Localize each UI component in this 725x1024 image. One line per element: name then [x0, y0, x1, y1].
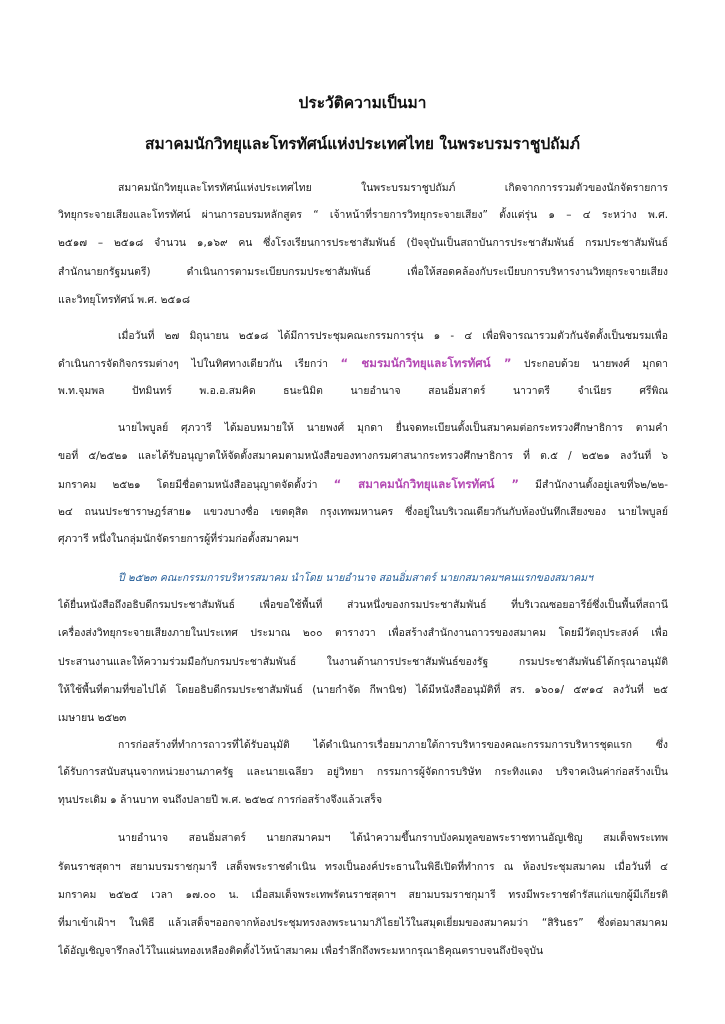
- paragraph-3-line: ๒๔ ถนนประชาราษฎร์สาย๑ แขวงบางซื่อ เขตดุสิต กรุงเทพมหานคร ซึ่งอยู่ในบริเวณเดียวกันกับห้องบันทึกเสียงของ นายไพบูลย์: [58, 506, 668, 518]
- paragraph-2-line: ดำเนินการจัดกิจกรรมต่างๆ ไปในทิศทางเดียวกัน เรียกว่า “ ชมรมนักวิทยุและโทรทัศน์ ” ประกอบด้วย นายพงศ์ มุกดา: [58, 356, 668, 370]
- paragraph-5-line: ได้รับการสนับสนุนจากหน่วยงานภาครัฐ และนายเฉลียว อยู่วิทยา กรรมการผู้จัดการบริษัท กระทิงแดง บริจาคเงินค่าก่อสร้างเป็น: [58, 766, 668, 778]
- paragraph-1-line: และวิทยุโทรทัศน์ พ.ศ. ๒๕๑๘: [58, 294, 190, 306]
- paragraph-6-line: ได้อัญเชิญจารึกลงไว้ในแผ่นทองเหลืองติดตั้งไว้หน้าสมาคม เพื่อรำลึกถึงพระมหากรุณาธิคุณตราบจนถึงปัจจุบัน: [58, 945, 544, 957]
- paragraph-1-line: ๒๕๑๗ – ๒๕๑๘ จำนวน ๑,๑๖๙ คน ซึ่งโรงเรียนการประชาสัมพันธ์ (ปัจจุบันเป็นสถาบันการประชาสัมพันธ์ กรมประชาสัมพันธ์: [58, 237, 668, 249]
- paragraph-6-line: นายอำนาจ สอนอิ่มสาตร์ นายกสมาคมฯ ได้นำความขึ้นกราบบังคมทูลขอพระราชทานอัญเชิญ สมเด็จพระเทพ: [118, 832, 668, 844]
- paragraph-1-line: วิทยุกระจายเสียงและโทรทัศน์ ผ่านการอบรมหลักสูตร “ เจ้าหน้าที่รายการวิทยุกระจายเสียง” ตั้งแต่รุ่น ๑ – ๔ ระหว่าง พ.ศ.: [58, 209, 668, 221]
- paragraph-1-line: สมาคมนักวิทยุและโทรทัศน์แห่งประเทศไทย ในพระบรมราชูปถัมภ์ เกิดจากการรวมตัวของนักจัดรายการ: [118, 182, 668, 194]
- paragraph-6-line: ที่มาเข้าเฝ้าฯ ในพิธี แล้วเสด็จฯออกจากห้องประชุมทรงลงพระนามาภิไธยไว้ในสมุดเยี่ยมของสมาคมว่า “สิรินธร” ซึ่งต่อมาสมาคม: [58, 917, 668, 929]
- page-title: ประวัติความเป็นมา: [298, 94, 427, 112]
- paragraph-3-line: ศุภวารี หนึ่งในกลุ่มนักจัดรายการผู้ที่ร่วมก่อตั้งสมาคมฯ: [58, 533, 299, 545]
- paragraph-6-line: มกราคม ๒๕๒๕ เวลา ๑๗.๐๐ น. เมื่อสมเด็จพระเทพรัตนราชสุดาฯ สยามบรมราชกุมารี ทรงมีพระราชดำรัสแก่แขกผู้มีเกียรติ: [58, 889, 668, 901]
- paragraph-5-line: ทุนประเดิม ๑ ล้านบาท จนถึงปลายปี พ.ศ. ๒๕๒๔ การก่อสร้างจึงแล้วเสร็จ: [58, 794, 383, 806]
- paragraph-6-line: รัตนราชสุดาฯ สยามบรมราชกุมารี เสด็จพระราชดำเนิน ทรงเป็นองค์ประธานในพิธีเปิดที่ทำการ ณ ห้องประชุมสมาคม เมื่อวันที่ ๔: [58, 861, 668, 873]
- paragraph-3-line: ขอที่ ๕/๒๕๒๑ และได้รับอนุญาตให้จัดตั้งสมาคมตามหนังสือของทางกรมศาสนากระทรวงศึกษาธิการ ที่ ต.๕ / ๒๕๒๑ ลงวันที่ ๖: [58, 450, 668, 462]
- paragraph-4-line: ประสานงานและให้ความร่วมมือกับกรมประชาสัมพันธ์ ในงานด้านการประชาสัมพันธ์ของรัฐ กรมประชาสัมพันธ์ได้กรุณาอนุมัติ: [58, 656, 668, 668]
- paragraph-5-line: การก่อสร้างที่ทำการถาวรที่ได้รับอนุมัติ ได้ดำเนินการเรื่อยมาภายใต้การบริหารของคณะกรรมการบริหารชุดแรก ซึ่ง: [118, 739, 668, 751]
- paragraph-3-line: นายไพบูลย์ ศุภวารี ได้มอบหมายให้ นายพงศ์ มุกดา ยื่นจดทะเบียนตั้งเป็นสมาคมต่อกระทรวงศึกษาธิการ ตามคำ: [118, 422, 668, 434]
- page-subtitle: สมาคมนักวิทยุและโทรทัศน์แห่งประเทศไทย ในพระบรมราชูปถัมภ์: [144, 135, 580, 153]
- paragraph-1-line: สำนักนายกรัฐมนตรี) ดำเนินการตามระเบียบกรมประชาสัมพันธ์ เพื่อให้สอดคล้องกับระเบียบการบริหารงานวิทยุกระจายเสียง: [58, 266, 668, 278]
- paragraph-4-line: เมษายน ๒๕๒๓: [58, 712, 127, 724]
- paragraph-4-heading: ปี ๒๕๒๓ คณะกรรมการบริหารสมาคม นำโดย นายอำนาจ สอนอิ่มสาตร์ นายกสมาคมฯคนแรกของสมาคมฯ: [118, 572, 593, 584]
- paragraph-3-line: มกราคม ๒๕๒๑ โดยมีชื่อตามหนังสืออนุญาตจัดตั้งว่า “ สมาคมนักวิทยุและโทรทัศน์ ” มีสำนักงานตั้งอยู่เลขที่๖๒/๒๒-: [58, 477, 668, 491]
- paragraph-4-line: เครื่องส่งวิทยุกระจายเสียงภายในประเทศ ประมาณ ๒๐๐ ตารางวา เพื่อสร้างสำนักงานถาวรของสมาคม โดยมีวัตถุประสงค์ เพื่อ: [58, 627, 668, 639]
- club-name-highlight: “ ชมรมนักวิทยุและโทรทัศน์ ”: [340, 356, 512, 370]
- paragraph-4-line: ให้ใช้พื้นที่ตามที่ขอไปได้ โดยอธิบดีกรมประชาสัมพันธ์ (นายกำจัด กีพานิช) ได้มีหนังสืออนุมัติที่ สร. ๑๖๐๑/ ๕๙๑๔ ลงวันที่ ๒๕: [58, 684, 668, 696]
- paragraph-2-line: เมื่อวันที่ ๒๗ มิถุนายน ๒๕๑๘ ได้มีการประชุมคณะกรรมการรุ่น ๑ - ๔ เพื่อพิจารณารวมตัวกันจัดตั้งเป็นชมรมเพื่อ: [118, 330, 668, 342]
- paragraph-4-line: ได้ยื่นหนังสือถึงอธิบดีกรมประชาสัมพันธ์ เพื่อขอใช้พื้นที่ ส่วนหนึ่งของกรมประชาสัมพันธ์ ที่บริเวณซอยอารีย์ซึ่งเป็นพื้นที่สถานี: [58, 599, 668, 611]
- paragraph-2-line: พ.ท.จุมพล ปัทมินทร์ พ.อ.อ.สมคิด ธนะนิมิต นายอำนาจ สอนอิ่มสาตร์ นาวาตรี จำเนียร ศรีพิณ: [58, 385, 668, 397]
- association-name-highlight: “ สมาคมนักวิทยุและโทรทัศน์ ”: [333, 477, 519, 491]
